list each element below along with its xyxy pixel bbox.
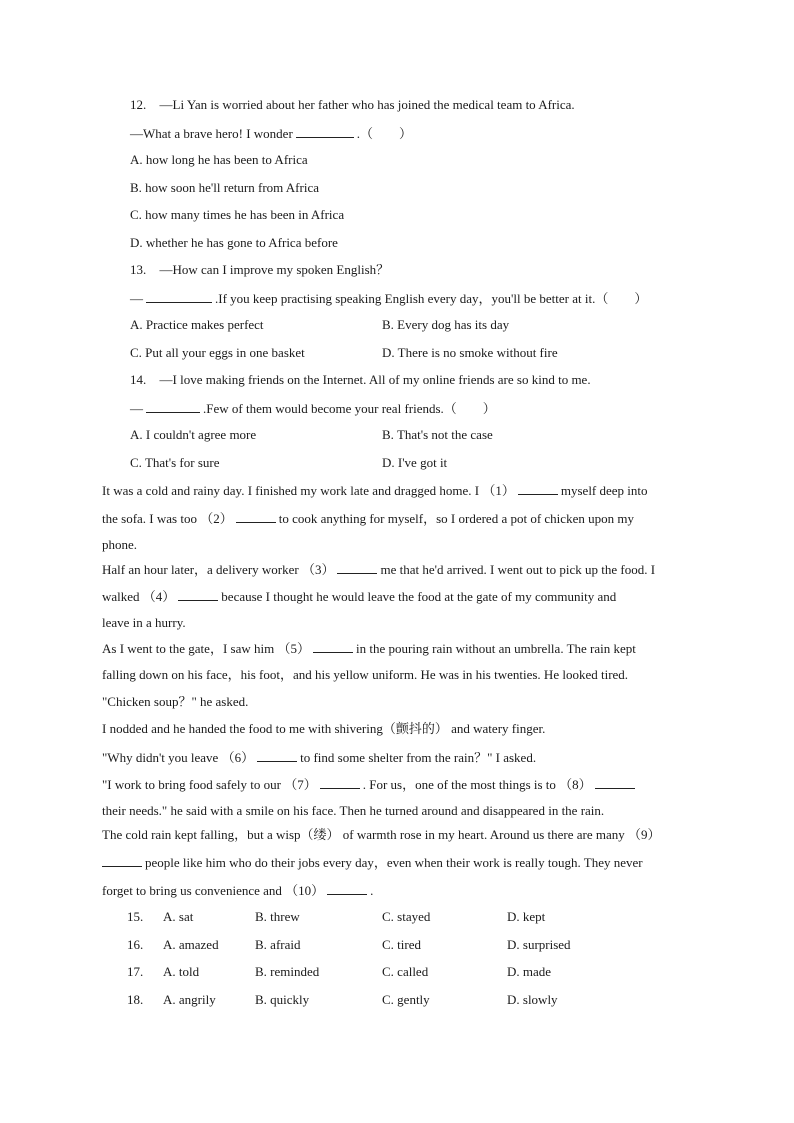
- q13-option-d[interactable]: [382, 345, 558, 361]
- q14-option-c[interactable]: [130, 455, 219, 471]
- option-text: I've got it: [397, 455, 448, 470]
- q14-number: 14.: [130, 372, 147, 387]
- option-letter: B.: [382, 317, 394, 332]
- passage-line-14: [102, 827, 661, 843]
- answer-option-b[interactable]: B. quickly: [255, 992, 310, 1007]
- passage-line-2: [102, 510, 634, 527]
- blank-4[interactable]: [178, 588, 218, 601]
- passage-text: Half an hour later，a delivery worker （3）: [102, 562, 335, 577]
- answer-option-c[interactable]: C. called: [382, 964, 429, 979]
- option-letter: C.: [130, 207, 142, 222]
- option-text: Put all your eggs in one basket: [145, 345, 305, 360]
- option-text: whether he has gone to Africa before: [145, 235, 338, 250]
- answer-option-a[interactable]: A. amazed: [163, 937, 219, 952]
- q12-answer-blank[interactable]: [296, 125, 354, 138]
- passage-text: myself deep into: [560, 483, 648, 498]
- q14-dash: —: [130, 401, 143, 416]
- passage-text: because I thought he would leave the food at the gate of my community and: [221, 589, 617, 604]
- passage-text: the sofa. I was too （2）: [102, 511, 233, 526]
- q12-number: 12.: [130, 97, 147, 112]
- option-text: Practice makes perfect: [145, 317, 264, 332]
- passage-text: in the pouring rain without an umbrella. The rain kept: [355, 641, 636, 656]
- answer-option-c[interactable]: C. tired: [382, 937, 421, 952]
- blank-9[interactable]: [102, 854, 142, 867]
- passage-text: to cook anything for myself，so I ordered a pot of chicken upon my: [278, 511, 634, 526]
- option-letter: D.: [130, 235, 143, 250]
- blank-7[interactable]: [320, 776, 360, 789]
- option-text: how soon he'll return from Africa: [145, 180, 319, 195]
- answer-option-d[interactable]: D. kept: [507, 909, 546, 924]
- passage-line-4: [102, 561, 655, 578]
- q14-option-d[interactable]: [382, 455, 447, 471]
- blank-3[interactable]: [337, 561, 377, 574]
- option-letter: D.: [382, 345, 395, 360]
- blank-6[interactable]: [257, 749, 297, 762]
- option-letter: B.: [130, 180, 142, 195]
- q12-option-a[interactable]: [130, 152, 308, 168]
- option-letter: C.: [130, 455, 142, 470]
- answer-option-b[interactable]: B. afraid: [255, 937, 301, 952]
- option-text: There is no smoke without fire: [397, 345, 558, 360]
- q12-option-b[interactable]: [130, 180, 319, 196]
- answer-number: 17.: [127, 964, 144, 979]
- blank-10[interactable]: [327, 882, 367, 895]
- answer-number: 18.: [127, 992, 144, 1007]
- option-letter: A.: [130, 427, 143, 442]
- passage-text: me that he'd arrived. I went out to pick up the food. I: [380, 562, 656, 577]
- answer-option-d[interactable]: D. slowly: [507, 992, 558, 1007]
- blank-2[interactable]: [236, 510, 276, 523]
- q14-prompt: —I love making friends on the Internet. All of my online friends are so kind to me.: [159, 372, 591, 387]
- passage-text: people like him who do their jobs every day，even when their work is really tough. They never: [145, 855, 643, 870]
- passage-text: "I work to bring food safely to our （7）: [102, 777, 317, 792]
- q14-option-a[interactable]: [130, 427, 256, 443]
- answer-option-c[interactable]: C. gently: [382, 992, 430, 1007]
- answer-option-a[interactable]: A. told: [163, 964, 200, 979]
- answer-option-d[interactable]: D. made: [507, 964, 552, 979]
- answer-number: 16.: [127, 937, 144, 952]
- passage-line-12: [102, 776, 638, 793]
- option-text: That's not the case: [396, 427, 493, 442]
- answer-option-b[interactable]: B. reminded: [255, 964, 320, 979]
- passage-text: falling down on his face，his foot，and his yellow uniform. He was in his twenties. He looked tired.: [102, 667, 629, 682]
- passage-text: "Chicken soup？" he asked.: [102, 694, 249, 709]
- passage-text: . For us，one of the most things is to （8）: [362, 777, 592, 792]
- q14-option-b[interactable]: [382, 427, 493, 443]
- q13-option-b[interactable]: [382, 317, 509, 333]
- option-letter: C.: [130, 345, 142, 360]
- passage-text: As I went to the gate，I saw him （5）: [102, 641, 310, 656]
- passage-line-7: [102, 640, 636, 657]
- q12-response-b: .（ ）: [356, 126, 413, 141]
- passage-line-9: [102, 694, 248, 710]
- option-letter: A.: [130, 317, 143, 332]
- passage-text: leave in a hurry.: [102, 615, 186, 630]
- option-letter: A.: [130, 152, 143, 167]
- q14-response-b: .Few of them would become your real friends.（ ）: [203, 401, 496, 416]
- passage-text: their needs." he said with a smile on his face. Then he turned around and disappeared in the rain.: [102, 803, 605, 818]
- q12-prompt-line: [130, 97, 575, 113]
- blank-5[interactable]: [313, 640, 353, 653]
- option-text: how long he has been to Africa: [145, 152, 308, 167]
- passage-line-15: [102, 854, 643, 871]
- answer-option-a[interactable]: A. angrily: [163, 992, 216, 1007]
- option-text: I couldn't agree more: [145, 427, 257, 442]
- option-text: That's for sure: [144, 455, 220, 470]
- blank-1[interactable]: [518, 482, 558, 495]
- passage-text: .: [370, 883, 374, 898]
- passage-text: I nodded and he handed the food to me with shivering（颤抖的） and watery finger.: [102, 721, 546, 736]
- passage-text: phone.: [102, 537, 138, 552]
- q13-option-a[interactable]: [130, 317, 264, 333]
- option-letter: B.: [382, 427, 394, 442]
- passage-line-11: [102, 749, 536, 766]
- passage-line-13: [102, 803, 604, 819]
- passage-text: forget to bring us convenience and （10）: [102, 883, 325, 898]
- q13-prompt: —How can I improve my spoken English？: [159, 262, 390, 277]
- passage-text: walked （4）: [102, 589, 176, 604]
- answer-option-c[interactable]: C. stayed: [382, 909, 431, 924]
- passage-line-1: [102, 482, 648, 499]
- passage-text: to find some shelter from the rain？" I asked.: [300, 750, 537, 765]
- q13-prompt-line: [130, 262, 389, 278]
- answer-option-b[interactable]: B. threw: [255, 909, 300, 924]
- option-text: how many times he has been in Africa: [145, 207, 345, 222]
- q14-answer-blank[interactable]: [146, 400, 200, 413]
- q12-option-c[interactable]: [130, 207, 344, 223]
- q13-answer-blank[interactable]: [146, 290, 212, 303]
- answer-option-a[interactable]: A. sat: [163, 909, 194, 924]
- passage-line-8: [102, 667, 628, 683]
- q12-prompt: —Li Yan is worried about her father who has joined the medical team to Africa.: [159, 97, 575, 112]
- answer-number: 15.: [127, 909, 144, 924]
- q13-option-c[interactable]: [130, 345, 305, 361]
- passage-line-16: [102, 882, 373, 899]
- passage-line-3: [102, 537, 137, 553]
- passage-line-10: [102, 721, 545, 737]
- q13-number: 13.: [130, 262, 147, 277]
- passage-line-5: [102, 588, 616, 605]
- q12-response-a: —What a brave hero! I wonder: [130, 126, 293, 141]
- q13-response-line: [130, 290, 647, 307]
- passage-text: The cold rain kept falling，but a wisp（缕） of warmth rose in my heart. Around us there are many （9）: [102, 827, 661, 842]
- blank-8[interactable]: [595, 776, 635, 789]
- q13-response-b: .If you keep practising speaking English every day，you'll be better at it.（ ）: [215, 291, 648, 306]
- q12-option-d[interactable]: [130, 235, 338, 251]
- q13-dash: —: [130, 291, 143, 306]
- option-text: Every dog has its day: [397, 317, 510, 332]
- passage-text: "Why didn't you leave （6）: [102, 750, 255, 765]
- passage-line-6: [102, 615, 186, 631]
- q14-response-line: [130, 400, 496, 417]
- q12-response-line: [130, 125, 412, 142]
- q14-prompt-line: [130, 372, 591, 388]
- option-letter: D.: [382, 455, 395, 470]
- passage-text: It was a cold and rainy day. I finished my work late and dragged home. I （1）: [102, 483, 515, 498]
- answer-option-d[interactable]: D. surprised: [507, 937, 571, 952]
